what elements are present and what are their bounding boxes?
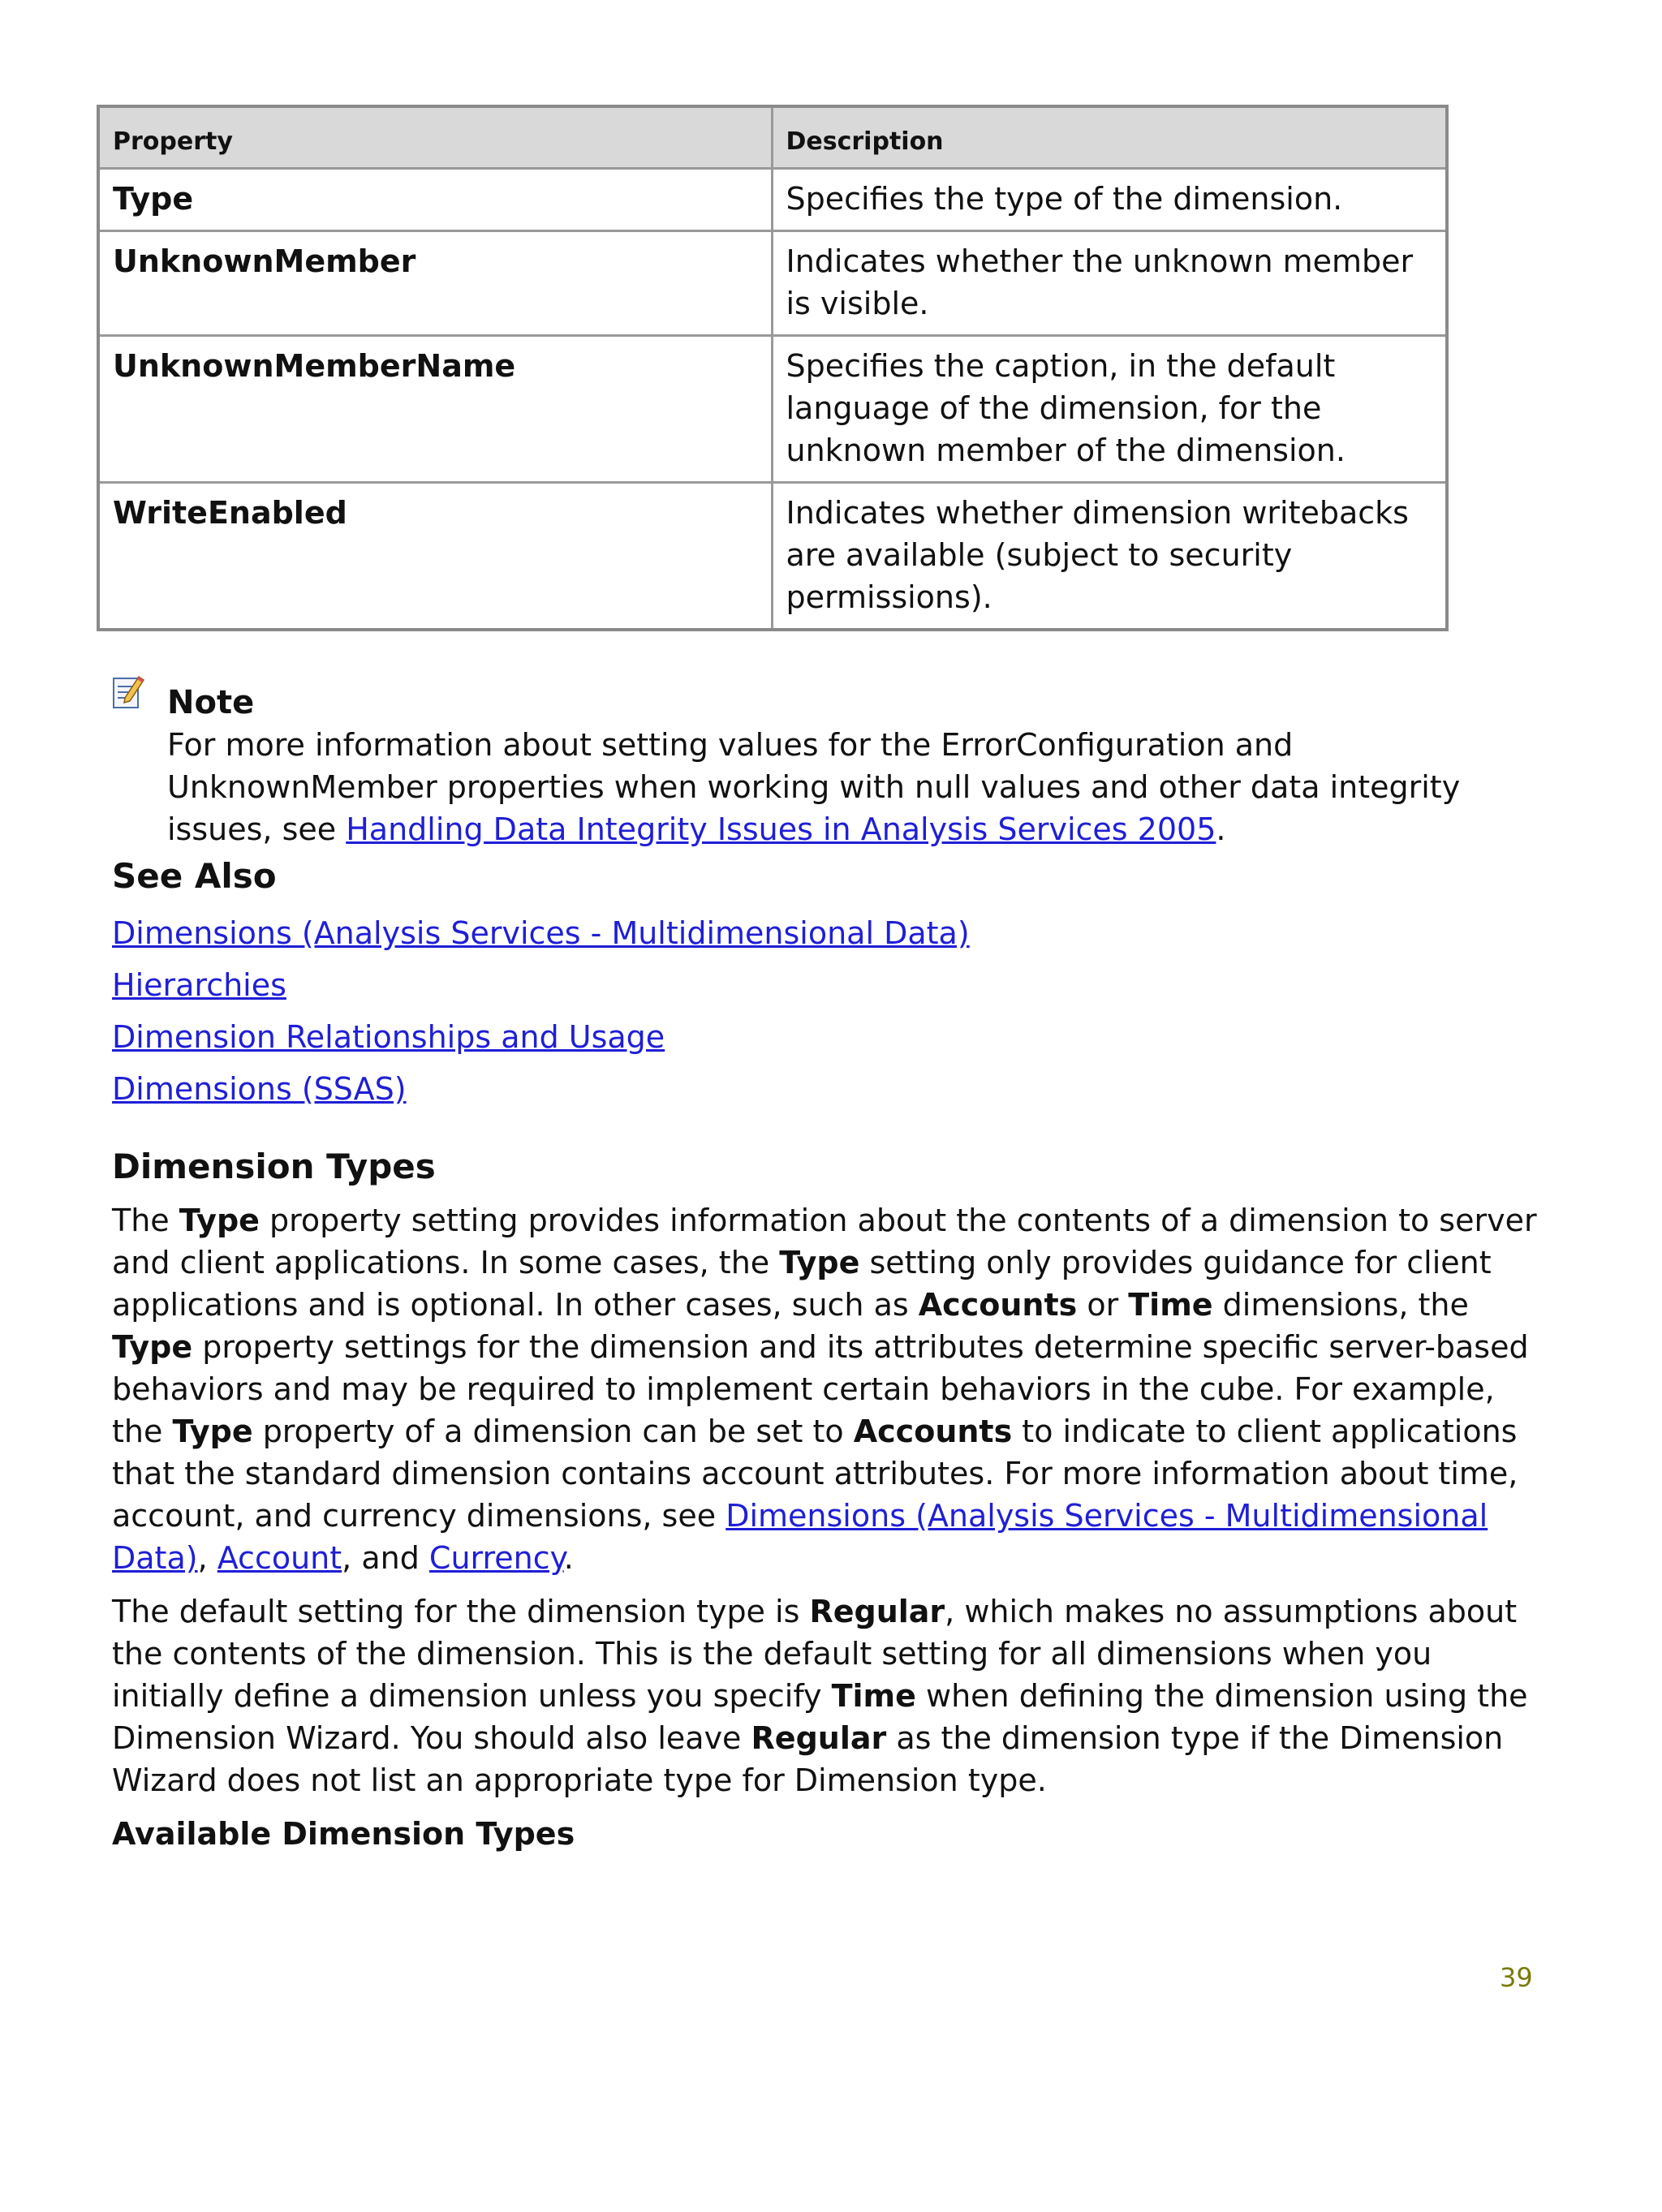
see-also-link-dimensions[interactable]: Dimensions (Analysis Services - Multidimensional Data) [112,915,970,951]
property-description: Indicates whether the unknown member is visible. [772,231,1447,336]
see-also-link-dimension-relationships[interactable]: Dimension Relationships and Usage [112,1019,665,1055]
table-row [98,169,1447,231]
see-also-link-hierarchies[interactable]: Hierarchies [112,967,286,1003]
table-row [98,483,1447,630]
dimension-types-paragraph-1: The Type property setting provides information about the contents of a dimension to server and client applications. In some cases, the Type setting only provides guidance for client applications and is optional. In other cases, such as Accounts or Time dimensions, the Type property settings for the dimension and its attributes determine specific server-based behaviors and may be required to implement certain behaviors in the cube. For example, the Type property of a dimension can be set to Accounts to indicate to client applications that the standard dimension contains account attributes. For more information about time, account, and currency dimensions, see Dimensions (Analysis Services - Multidimensional Data), Account, and Currency. [112,1203,1537,1576]
note-text: For more information about setting values for the ErrorConfiguration and UnknownMember properties when working with null values and other data integrity issues, see [167,727,1461,847]
note-pencil-icon [112,673,144,709]
property-description: Indicates whether dimension writebacks are available (subject to security permissions). [772,483,1447,630]
dimension-types-heading: Dimension Types [112,1147,436,1186]
property-description: Specifies the type of the dimension. [772,169,1447,231]
property-description: Specifies the caption, in the default language of the dimension, for the unknown member of the dimension. [772,336,1447,483]
inline-link-currency[interactable]: Currency [428,1540,564,1576]
note-text-end: . [1216,811,1226,847]
property-name: Type [98,169,772,231]
note-body [167,724,1506,850]
table-header-row [98,106,1447,169]
column-header-property: Property [98,106,772,169]
table-row [98,231,1447,336]
available-dimension-types-heading: Available Dimension Types [112,1816,575,1852]
property-table [97,105,1449,631]
page-number: 39 [1500,1962,1533,1993]
dimension-types-paragraph-2: The default setting for the dimension type is Regular, which makes no assumptions about the contents of the dimension. This is the default setting for all dimensions when you initially define a dimension unless you specify Time when defining the dimension using the Dimension Wizard. You should also leave Regular as the dimension type if the Dimension Wizard does not list an appropriate type for Dimension type. [112,1594,1528,1798]
note-title: Note [167,684,255,721]
see-also-list [112,907,970,1115]
property-name: WriteEnabled [98,483,772,630]
property-name: UnknownMemberName [98,336,772,483]
see-also-link-dimensions-ssas[interactable]: Dimensions (SSAS) [112,1071,407,1107]
inline-link-dimensions[interactable]: Dimensions (Analysis Services - Multidimensional Data) [112,1498,1488,1576]
see-also-heading: See Also [112,856,277,896]
column-header-description: Description [772,106,1447,169]
table-row [98,336,1447,483]
property-name: UnknownMember [98,231,772,336]
inline-link-account[interactable]: Account [217,1540,342,1576]
data-integrity-link[interactable]: Handling Data Integrity Issues in Analysis Services 2005 [346,811,1216,847]
